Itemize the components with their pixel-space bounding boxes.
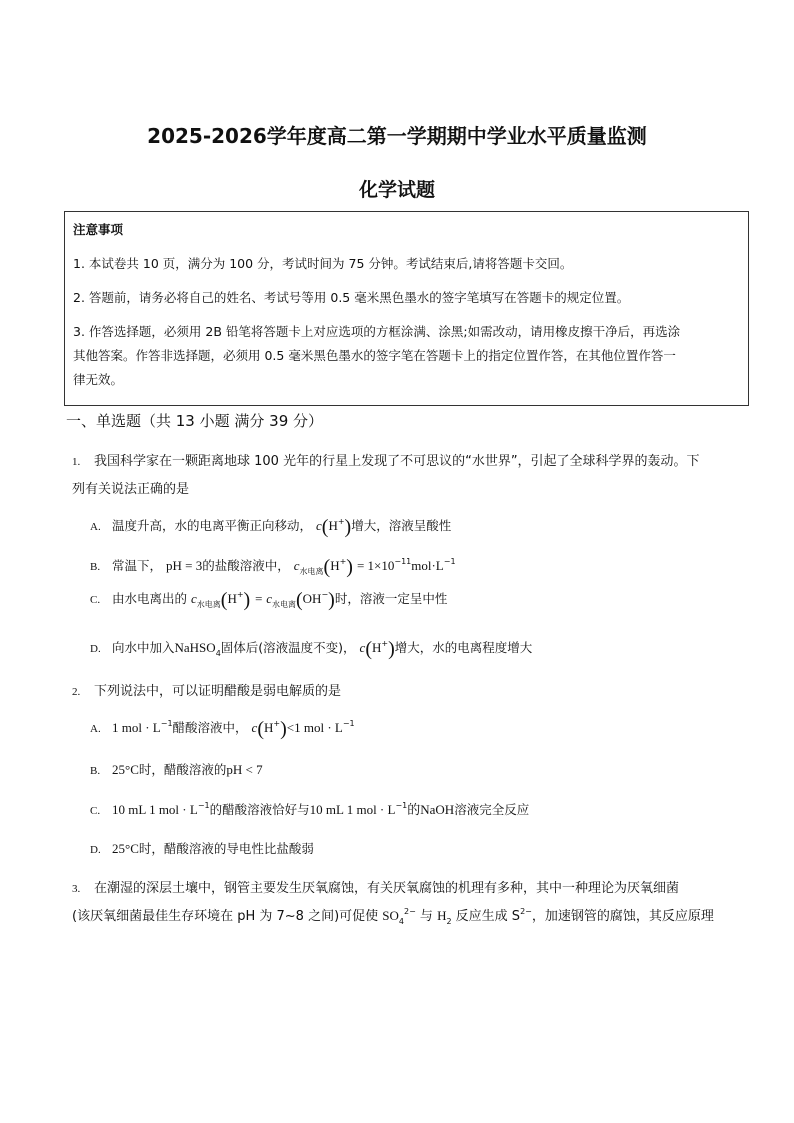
q1-option-b[interactable]: B. 常温下， pH = 3的盐酸溶液中， $c_{水电离}(H^+) = 1\times 10^{-11}mol\cdot L^{-1}$ bbox=[90, 556, 456, 578]
q2-option-b[interactable]: B. 25°C时，醋酸溶液的pH < 7 bbox=[90, 762, 263, 777]
question-text: 我国科学家在一颗距离地球 100 光年的行星上发现了不可思议的“水世界”，引起了全球科学界的轰动。下 bbox=[94, 454, 700, 469]
notice-item-3-line1: 3. 作答选择题，必须用 2B 铅笔将答题卡上对应选项的方框涂满、涂黑;如需改动，请用橡皮擦干净后，再选涂 bbox=[73, 324, 681, 339]
question-1-line2: 列有关说法正确的是 bbox=[72, 482, 190, 497]
question-number: 3. bbox=[72, 883, 81, 895]
subject-title: 化学试题 bbox=[358, 179, 435, 201]
section-title: 一、单选题（共 13 小题 满分 39 分） bbox=[66, 412, 324, 430]
option-label: D. bbox=[90, 643, 101, 655]
notice-heading: 注意事项 bbox=[73, 222, 124, 237]
option-label: C. bbox=[90, 594, 101, 606]
exam-title: 2025-2026学年度高二第一学期期中学业水平质量监测 bbox=[147, 124, 647, 148]
q1-option-d[interactable]: D. 向水中加入NaHSO$_4$固体后(溶液温度不变)， c(H+)增大，水的电离程度增大 bbox=[90, 638, 533, 660]
notice-item-2: 2. 答题前，请务必将自己的姓名、考试号等用 0.5 毫米黑色墨水的签字笔填写在答题卡的规定位置。 bbox=[73, 290, 630, 305]
question-text: 下列说法中，可以证明醋酸是弱电解质的是 bbox=[94, 684, 342, 699]
question-3-line2: (该厌氧细菌最佳生存环境在 pH 为 7~8 之间)可促使 $SO_4^{2-}$ 与 $H_2$ 反应生成 $S^{2-}$，加速钢管的腐蚀，其反应原理 bbox=[72, 907, 714, 926]
notice-item-1: 1. 本试卷共 10 页，满分为 100 分，考试时间为 75 分钟。考试结束后,请将答题卡交回。 bbox=[73, 256, 573, 271]
question-number: 1. bbox=[72, 456, 81, 468]
question-1 bbox=[72, 450, 700, 469]
question-number: 2. bbox=[72, 686, 81, 698]
q2-option-c[interactable]: C. 10 mL 1 mol · $L^{-1}$的醋酸溶液恰好与10 mL 1 mol · $L^{-1}$的NaOH溶液完全反应 bbox=[90, 801, 530, 817]
q1-option-c[interactable]: C. 由水电离出的 $c_{水电离}(H^+) = c_{水电离}(OH^-)$时，溶液一定呈中性 bbox=[90, 589, 448, 611]
question-3 bbox=[72, 877, 679, 896]
q2-option-d[interactable]: D. 25°C时，醋酸溶液的导电性比盐酸弱 bbox=[90, 841, 314, 856]
notice-box bbox=[64, 211, 749, 406]
q1-option-a[interactable]: A. 温度升高，水的电离平衡正向移动， c(H+)增大，溶液呈酸性 bbox=[90, 516, 452, 538]
option-label: B. bbox=[90, 561, 101, 573]
option-label: D. bbox=[90, 844, 101, 856]
question-2 bbox=[72, 680, 341, 699]
q2-option-a[interactable]: A. 1 mol · $L^{-1}$醋酸溶液中， c(H+)<1 mol · $L^{-1}$ bbox=[90, 718, 355, 740]
option-label: C. bbox=[90, 805, 101, 817]
notice-item-3-line3: 律无效。 bbox=[73, 372, 124, 387]
option-label: A. bbox=[90, 723, 101, 735]
notice-item-3-line2: 其他答案。作答非选择题，必须用 0.5 毫米黑色墨水的签字笔在答题卡上的指定位置作答，在其他位置作答一 bbox=[73, 348, 676, 363]
option-label: B. bbox=[90, 765, 101, 777]
question-text: 在潮湿的深层土壤中，钢管主要发生厌氧腐蚀，有关厌氧腐蚀的机理有多种，其中一种理论为厌氧细菌 bbox=[94, 881, 680, 896]
option-label: A. bbox=[90, 521, 101, 533]
